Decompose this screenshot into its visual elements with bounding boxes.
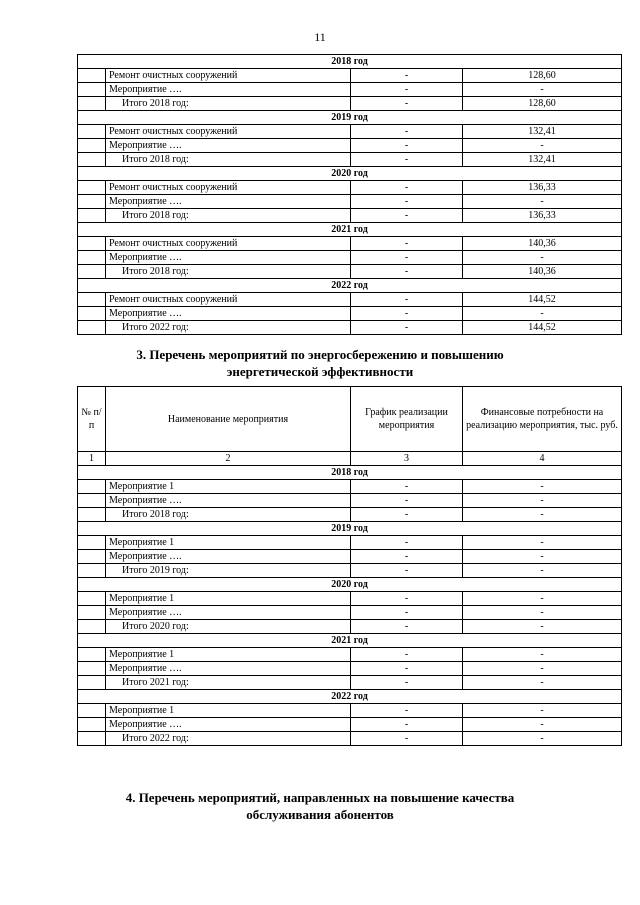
year-row xyxy=(78,690,622,704)
table-row xyxy=(78,307,622,321)
cell-name: Итого 2018 год: xyxy=(106,265,351,279)
cell-name: Итого 2021 год: xyxy=(106,676,351,690)
year-row xyxy=(78,466,622,480)
row-number xyxy=(78,662,106,676)
cell-finance: - xyxy=(463,480,622,494)
row-number xyxy=(78,209,106,223)
table-row xyxy=(78,139,622,153)
cell-name: Мероприятие 1 xyxy=(106,536,351,550)
cell-name: Итого 2018 год: xyxy=(106,153,351,167)
page-number: 11 xyxy=(314,30,326,44)
cell-schedule: - xyxy=(351,648,463,662)
column-number: 3 xyxy=(351,452,463,466)
cell-name: Мероприятие …. xyxy=(106,550,351,564)
row-number xyxy=(78,494,106,508)
cell-schedule: - xyxy=(351,676,463,690)
table-row xyxy=(78,662,622,676)
cell-name: Мероприятие 1 xyxy=(106,648,351,662)
cell-schedule: - xyxy=(351,564,463,578)
cell-name: Итого 2018 год: xyxy=(106,209,351,223)
row-number xyxy=(78,265,106,279)
cell-name: Итого 2018 год: xyxy=(106,508,351,522)
total-row xyxy=(78,620,622,634)
cell-schedule: - xyxy=(351,620,463,634)
row-number xyxy=(78,181,106,195)
cell-finance: - xyxy=(463,564,622,578)
total-row xyxy=(78,153,622,167)
table-row xyxy=(78,494,622,508)
cell-schedule: - xyxy=(351,704,463,718)
cell-finance: - xyxy=(463,494,622,508)
cell-schedule: - xyxy=(351,662,463,676)
section-3-title: 3. Перечень мероприятий по энергосбережению и повышению энергетической эффективности xyxy=(136,347,504,379)
cell-schedule: - xyxy=(351,592,463,606)
year-row xyxy=(78,223,622,237)
cell-name: Мероприятие 1 xyxy=(106,704,351,718)
row-number xyxy=(78,480,106,494)
cell-schedule: - xyxy=(351,125,463,139)
cell-finance: - xyxy=(463,508,622,522)
row-number xyxy=(78,564,106,578)
cell-schedule: - xyxy=(351,181,463,195)
cell-name: Ремонт очистных сооружений xyxy=(106,69,351,83)
year-label: 2020 год xyxy=(78,167,622,181)
cell-finance: - xyxy=(463,718,622,732)
cell-finance: - xyxy=(463,550,622,564)
total-row xyxy=(78,676,622,690)
row-number xyxy=(78,125,106,139)
cell-name: Итого 2022 год: xyxy=(106,732,351,746)
total-row xyxy=(78,209,622,223)
cell-schedule: - xyxy=(351,97,463,111)
cell-finance: 144,52 xyxy=(463,293,622,307)
year-label: 2018 год xyxy=(78,55,622,69)
year-label: 2020 год xyxy=(78,578,622,592)
year-row xyxy=(78,167,622,181)
cell-schedule: - xyxy=(351,237,463,251)
cell-name: Мероприятие …. xyxy=(106,606,351,620)
table-row xyxy=(78,125,622,139)
year-row xyxy=(78,55,622,69)
row-number xyxy=(78,153,106,167)
year-row xyxy=(78,634,622,648)
row-number xyxy=(78,732,106,746)
total-row xyxy=(78,321,622,335)
row-number xyxy=(78,704,106,718)
row-number xyxy=(78,536,106,550)
cell-finance: - xyxy=(463,662,622,676)
row-number xyxy=(78,139,106,153)
cell-finance: - xyxy=(463,592,622,606)
year-row xyxy=(78,279,622,293)
cell-finance: - xyxy=(463,704,622,718)
cell-schedule: - xyxy=(351,732,463,746)
row-number xyxy=(78,307,106,321)
row-number xyxy=(78,718,106,732)
cell-name: Мероприятие …. xyxy=(106,494,351,508)
cell-name: Мероприятие 1 xyxy=(106,480,351,494)
row-number xyxy=(78,321,106,335)
table-body xyxy=(78,387,622,746)
cell-name: Мероприятие …. xyxy=(106,139,351,153)
cell-name: Мероприятие …. xyxy=(106,307,351,321)
year-label: 2018 год xyxy=(78,466,622,480)
cell-name: Ремонт очистных сооружений xyxy=(106,125,351,139)
table-row xyxy=(78,83,622,97)
table-row xyxy=(78,536,622,550)
cell-schedule: - xyxy=(351,307,463,321)
column-number: 1 xyxy=(78,452,106,466)
cell-name: Итого 2019 год: xyxy=(106,564,351,578)
cell-finance: 144,52 xyxy=(463,321,622,335)
cell-schedule: - xyxy=(351,69,463,83)
cell-name: Итого 2020 год: xyxy=(106,620,351,634)
cell-finance: - xyxy=(463,648,622,662)
cell-finance: - xyxy=(463,195,622,209)
year-label: 2022 год xyxy=(78,279,622,293)
cell-schedule: - xyxy=(351,606,463,620)
table-body xyxy=(78,55,622,335)
cell-finance: - xyxy=(463,139,622,153)
cell-name: Мероприятие …. xyxy=(106,662,351,676)
column-number: 4 xyxy=(463,452,622,466)
cell-finance: - xyxy=(463,307,622,321)
row-number xyxy=(78,592,106,606)
year-row xyxy=(78,522,622,536)
cell-finance: 132,41 xyxy=(463,153,622,167)
cell-schedule: - xyxy=(351,251,463,265)
cell-finance: 132,41 xyxy=(463,125,622,139)
cell-schedule: - xyxy=(351,209,463,223)
row-number xyxy=(78,508,106,522)
column-number: 2 xyxy=(106,452,351,466)
cell-name: Мероприятие 1 xyxy=(106,592,351,606)
cell-finance: 140,36 xyxy=(463,265,622,279)
row-number xyxy=(78,97,106,111)
cell-schedule: - xyxy=(351,265,463,279)
column-numbers-row xyxy=(78,452,622,466)
cell-finance: - xyxy=(463,251,622,265)
total-row xyxy=(78,97,622,111)
year-label: 2021 год xyxy=(78,634,622,648)
row-number xyxy=(78,237,106,251)
cell-schedule: - xyxy=(351,494,463,508)
cell-schedule: - xyxy=(351,83,463,97)
cell-schedule: - xyxy=(351,550,463,564)
total-row xyxy=(78,508,622,522)
cell-name: Мероприятие …. xyxy=(106,195,351,209)
cell-finance: - xyxy=(463,732,622,746)
cell-schedule: - xyxy=(351,195,463,209)
year-label: 2021 год xyxy=(78,223,622,237)
total-row xyxy=(78,265,622,279)
cell-schedule: - xyxy=(351,293,463,307)
table-row xyxy=(78,648,622,662)
row-number xyxy=(78,83,106,97)
cell-name: Ремонт очистных сооружений xyxy=(106,293,351,307)
cell-schedule: - xyxy=(351,480,463,494)
header-row xyxy=(78,387,622,452)
row-number xyxy=(78,69,106,83)
table-row xyxy=(78,480,622,494)
cell-schedule: - xyxy=(351,536,463,550)
cell-finance: 140,36 xyxy=(463,237,622,251)
cell-name: Итого 2018 год: xyxy=(106,97,351,111)
table-row xyxy=(78,195,622,209)
cell-finance: - xyxy=(463,620,622,634)
table-row xyxy=(78,718,622,732)
header-finance: Финансовые потребности на реализацию мероприятия, тыс. руб. xyxy=(463,387,622,452)
table-row xyxy=(78,69,622,83)
section-4-title: 4. Перечень мероприятий, направленных на повышение качества обслуживания абонентов xyxy=(125,790,515,822)
cell-finance: - xyxy=(463,536,622,550)
cell-name: Мероприятие …. xyxy=(106,83,351,97)
year-label: 2022 год xyxy=(78,690,622,704)
cell-name: Ремонт очистных сооружений xyxy=(106,237,351,251)
cell-finance: - xyxy=(463,606,622,620)
year-label: 2019 год xyxy=(78,111,622,125)
cell-finance: - xyxy=(463,83,622,97)
table-row xyxy=(78,606,622,620)
cell-name: Итого 2022 год: xyxy=(106,321,351,335)
table-row xyxy=(78,181,622,195)
cell-finance: 128,60 xyxy=(463,97,622,111)
cell-finance: - xyxy=(463,676,622,690)
energy-efficiency-measures-table xyxy=(77,386,622,746)
total-row xyxy=(78,732,622,746)
row-number xyxy=(78,293,106,307)
header-schedule: График реализации мероприятия xyxy=(351,387,463,452)
cell-schedule: - xyxy=(351,153,463,167)
cell-schedule: - xyxy=(351,321,463,335)
header-name: Наименование мероприятия xyxy=(106,387,351,452)
wastewater-measures-table xyxy=(77,54,622,335)
cell-schedule: - xyxy=(351,718,463,732)
row-number xyxy=(78,676,106,690)
cell-finance: 136,33 xyxy=(463,181,622,195)
table-row xyxy=(78,251,622,265)
cell-name: Мероприятие …. xyxy=(106,718,351,732)
row-number xyxy=(78,648,106,662)
year-row xyxy=(78,578,622,592)
table-row xyxy=(78,293,622,307)
cell-name: Мероприятие …. xyxy=(106,251,351,265)
row-number xyxy=(78,606,106,620)
row-number xyxy=(78,620,106,634)
year-label: 2019 год xyxy=(78,522,622,536)
cell-schedule: - xyxy=(351,508,463,522)
row-number xyxy=(78,550,106,564)
table-row xyxy=(78,704,622,718)
year-row xyxy=(78,111,622,125)
cell-name: Ремонт очистных сооружений xyxy=(106,181,351,195)
cell-finance: 136,33 xyxy=(463,209,622,223)
row-number xyxy=(78,251,106,265)
cell-finance: 128,60 xyxy=(463,69,622,83)
table-row xyxy=(78,237,622,251)
row-number xyxy=(78,195,106,209)
table-row xyxy=(78,550,622,564)
total-row xyxy=(78,564,622,578)
cell-schedule: - xyxy=(351,139,463,153)
table-row xyxy=(78,592,622,606)
header-num: № п/п xyxy=(78,387,106,452)
